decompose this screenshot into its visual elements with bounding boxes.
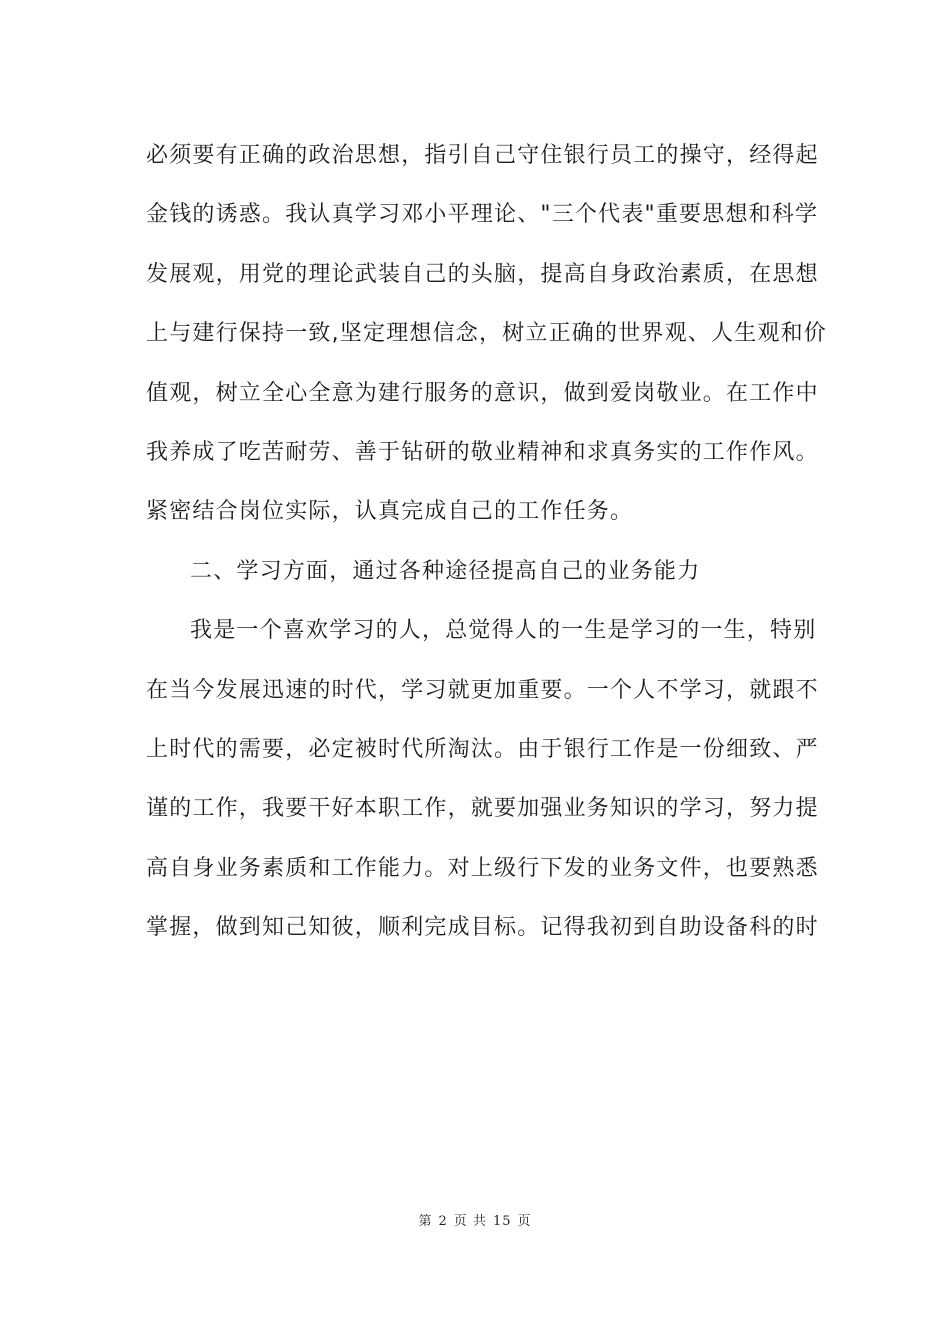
text-line: 金钱的诱惑。我认真学习邓小平理论、"三个代表"重要思想和科学 xyxy=(146,202,819,228)
text-line: 必须要有正确的政治思想，指引自己守住银行员工的操守，经得起 xyxy=(146,143,819,168)
page-footer xyxy=(0,1210,950,1229)
footer-middle: 页 共 xyxy=(453,1214,487,1229)
footer-suffix: 页 xyxy=(517,1214,532,1229)
text-line: 紧密结合岗位实际，认真完成自己的工作任务。 xyxy=(146,499,634,525)
paragraph-first-line: 我是一个喜欢学习的人，总觉得人的一生是学习的一生，特别 xyxy=(190,618,817,644)
text-line: 掌握，做到知己知彼，顺利完成目标。记得我初到自助设备科的时 xyxy=(146,915,819,941)
text-line: 发展观，用党的理论武装自己的头脑，提高自身政治素质，在思想 xyxy=(146,261,819,287)
section-heading: 二、学习方面，通过各种途径提高自己的业务能力 xyxy=(190,558,701,584)
text-line: 谨的工作，我要干好本职工作，就要加强业务知识的学习，努力提 xyxy=(146,796,819,822)
text-line: 我养成了吃苦耐劳、善于钻研的敬业精神和求真务实的工作作风。 xyxy=(146,439,819,465)
text-line: 值观，树立全心全意为建行服务的意识，做到爱岗敬业。在工作中 xyxy=(146,380,819,406)
text-line: 上时代的需要，必定被时代所淘汰。由于银行工作是一份细致、严 xyxy=(146,736,819,762)
total-pages: 15 xyxy=(492,1214,512,1229)
text-line: 上与建行保持一致,坚定理想信念，树立正确的世界观、人生观和价 xyxy=(146,321,827,347)
text-line: 高自身业务素质和工作能力。对上级行下发的业务文件，也要熟悉 xyxy=(146,855,819,881)
text-line: 在当今发展迅速的时代，学习就更加重要。一个人不学习，就跟不 xyxy=(146,677,819,703)
footer-prefix: 第 xyxy=(418,1214,433,1229)
page-number: 2 xyxy=(438,1214,448,1229)
body-text xyxy=(146,130,827,961)
